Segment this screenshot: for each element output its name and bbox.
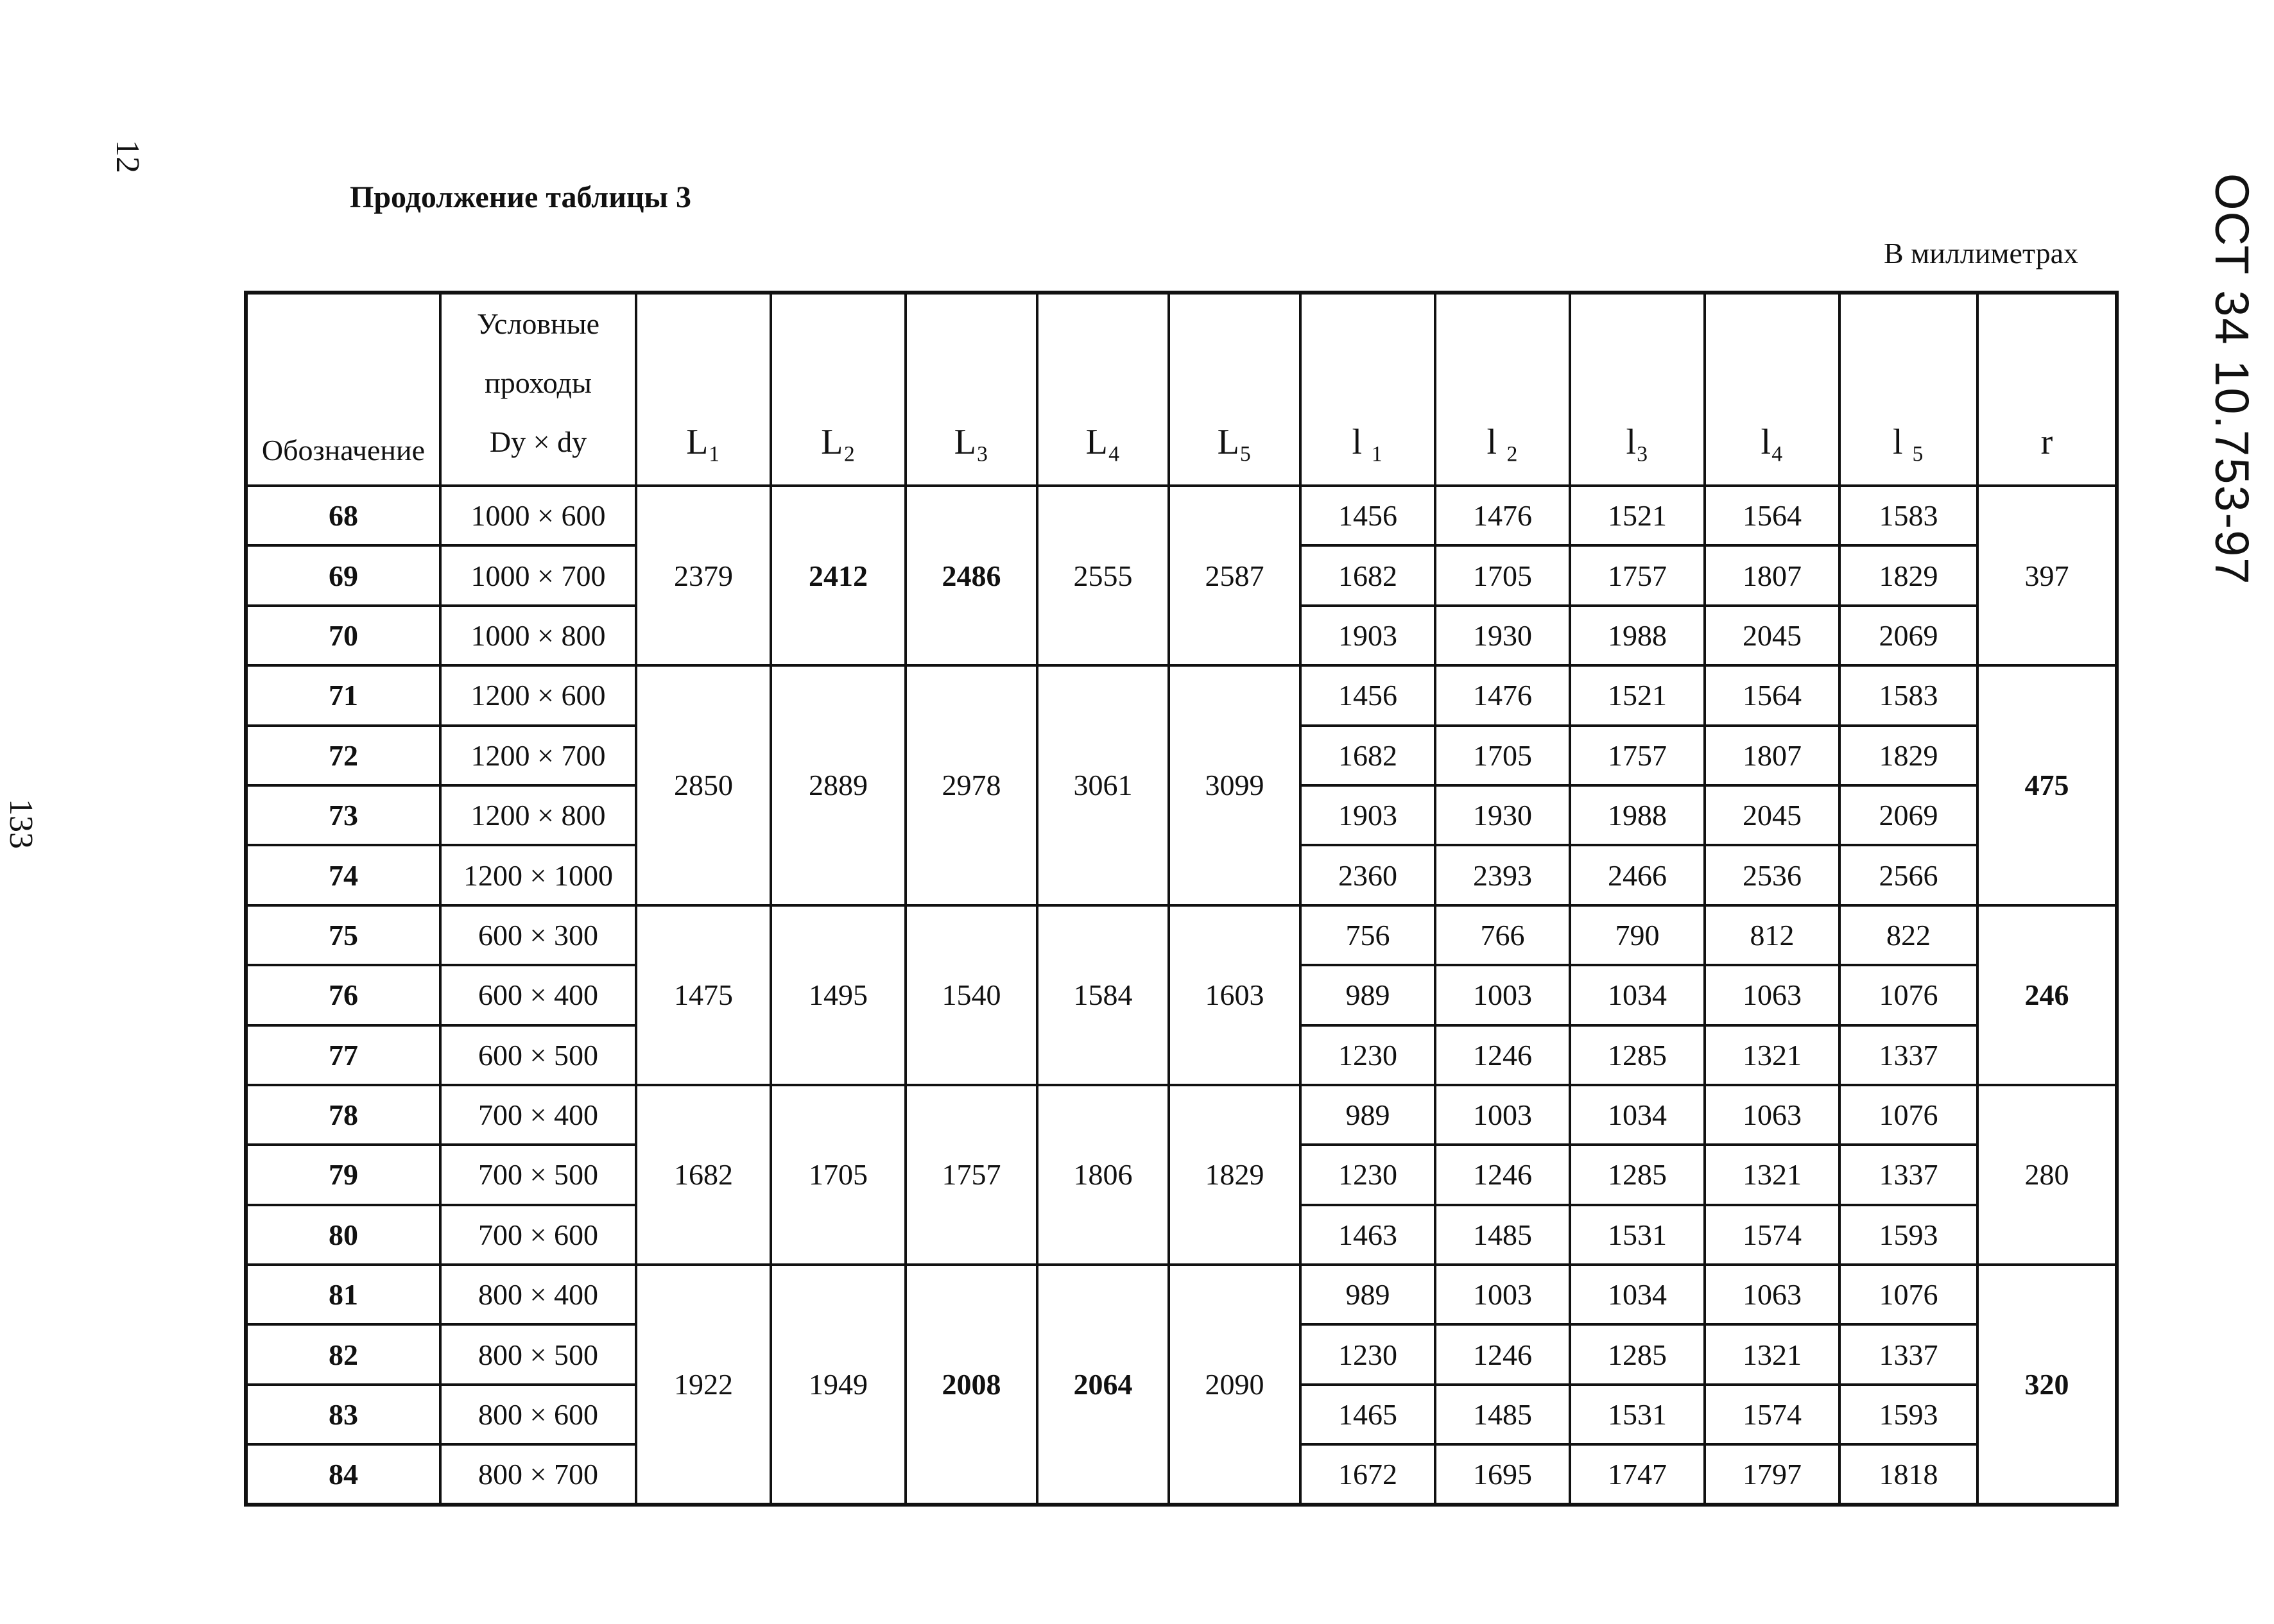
cell-L3: 2486: [906, 486, 1037, 665]
cell-l2: 1246: [1435, 1324, 1570, 1384]
header-r: r: [1977, 293, 2117, 486]
table-caption: Продолжение таблицы 3: [350, 180, 692, 214]
header-l1: l ₁: [1300, 293, 1435, 486]
cell-designation: 80: [246, 1205, 440, 1265]
cell-nominal-bores: 1200 × 1000: [440, 845, 636, 905]
cell-L1: 1922: [636, 1265, 771, 1505]
cell-l1: 1672: [1300, 1444, 1435, 1504]
cell-l2: 1930: [1435, 606, 1570, 665]
cell-r: 475: [1977, 665, 2117, 905]
cell-l3: 1757: [1570, 726, 1705, 785]
cell-l1: 1903: [1300, 606, 1435, 665]
cell-L5: 2587: [1169, 486, 1300, 665]
cell-l4: 1574: [1705, 1205, 1839, 1265]
cell-L3: 2008: [906, 1265, 1037, 1505]
cell-nominal-bores: 1200 × 700: [440, 726, 636, 785]
cell-l5: 2069: [1839, 606, 1977, 665]
cell-L5: 2090: [1169, 1265, 1300, 1505]
cell-l2: 1485: [1435, 1385, 1570, 1444]
cell-l4: 812: [1705, 905, 1839, 965]
cell-l5: 822: [1839, 905, 1977, 965]
cell-l4: 1564: [1705, 665, 1839, 725]
cell-L4: 1806: [1037, 1085, 1169, 1265]
cell-l5: 1337: [1839, 1145, 1977, 1204]
cell-designation: 69: [246, 545, 440, 605]
cell-l5: 1829: [1839, 726, 1977, 785]
cell-l2: 1003: [1435, 1265, 1570, 1324]
cell-L2: 1495: [771, 905, 906, 1085]
cell-nominal-bores: 1000 × 700: [440, 545, 636, 605]
cell-l3: 1285: [1570, 1145, 1705, 1204]
cell-L3: 2978: [906, 665, 1037, 905]
cell-l2: 1246: [1435, 1145, 1570, 1204]
cell-l2: 1003: [1435, 965, 1570, 1025]
header-L4: L₄: [1037, 293, 1169, 486]
table-row: [246, 665, 2117, 725]
cell-l2: 1705: [1435, 545, 1570, 605]
cell-L5: 1603: [1169, 905, 1300, 1085]
cell-l1: 1456: [1300, 486, 1435, 545]
cell-l2: 1476: [1435, 486, 1570, 545]
cell-l4: 2536: [1705, 845, 1839, 905]
header-nominal-bores-line2: проходы: [485, 366, 592, 399]
table-row: [246, 905, 2117, 965]
cell-l1: 1230: [1300, 1324, 1435, 1384]
cell-l5: 2566: [1839, 845, 1977, 905]
cell-l5: 1076: [1839, 1085, 1977, 1145]
cell-designation: 78: [246, 1085, 440, 1145]
cell-designation: 71: [246, 665, 440, 725]
cell-designation: 73: [246, 785, 440, 845]
cell-designation: 74: [246, 845, 440, 905]
header-nominal-bores-line1: Условные: [476, 307, 600, 340]
cell-r: 246: [1977, 905, 2117, 1085]
cell-l5: 1593: [1839, 1385, 1977, 1444]
cell-nominal-bores: 1200 × 800: [440, 785, 636, 845]
cell-L2: 2412: [771, 486, 906, 665]
page-number-top: 12: [109, 140, 146, 173]
cell-L4: 2064: [1037, 1265, 1169, 1505]
cell-l4: 1321: [1705, 1324, 1839, 1384]
cell-l2: 1705: [1435, 726, 1570, 785]
cell-l5: 1583: [1839, 486, 1977, 545]
cell-l3: 1531: [1570, 1205, 1705, 1265]
cell-l1: 1903: [1300, 785, 1435, 845]
cell-l4: 1807: [1705, 726, 1839, 785]
cell-l5: 1337: [1839, 1324, 1977, 1384]
cell-l3: 790: [1570, 905, 1705, 965]
cell-l3: 1034: [1570, 1265, 1705, 1324]
cell-l3: 1285: [1570, 1025, 1705, 1085]
cell-L5: 1829: [1169, 1085, 1300, 1265]
cell-l2: 2393: [1435, 845, 1570, 905]
cell-L1: 1475: [636, 905, 771, 1085]
page-number-side: 133: [3, 799, 39, 849]
cell-nominal-bores: 600 × 400: [440, 965, 636, 1025]
header-row: [246, 293, 2117, 486]
cell-l5: 1583: [1839, 665, 1977, 725]
cell-l1: 989: [1300, 1265, 1435, 1324]
cell-l3: 1531: [1570, 1385, 1705, 1444]
cell-l5: 1818: [1839, 1444, 1977, 1504]
cell-l1: 1456: [1300, 665, 1435, 725]
cell-L1: 2850: [636, 665, 771, 905]
cell-l1: 1682: [1300, 545, 1435, 605]
cell-l1: 989: [1300, 1085, 1435, 1145]
header-l2: l ₂: [1435, 293, 1570, 486]
cell-nominal-bores: 700 × 500: [440, 1145, 636, 1204]
cell-nominal-bores: 800 × 500: [440, 1324, 636, 1384]
document-code: ОСТ 34 10.753-97: [2205, 173, 2259, 586]
cell-L3: 1757: [906, 1085, 1037, 1265]
cell-l5: 1076: [1839, 1265, 1977, 1324]
cell-L2: 1705: [771, 1085, 906, 1265]
cell-L4: 2555: [1037, 486, 1169, 665]
cell-designation: 79: [246, 1145, 440, 1204]
header-designation: Обозначение: [246, 293, 440, 486]
table-row: [246, 1265, 2117, 1324]
cell-designation: 83: [246, 1385, 440, 1444]
cell-designation: 70: [246, 606, 440, 665]
cell-l1: 2360: [1300, 845, 1435, 905]
header-L3: L₃: [906, 293, 1037, 486]
cell-l1: 1682: [1300, 726, 1435, 785]
cell-l2: 1246: [1435, 1025, 1570, 1085]
cell-l1: 1463: [1300, 1205, 1435, 1265]
cell-l1: 989: [1300, 965, 1435, 1025]
cell-r: 320: [1977, 1265, 2117, 1505]
cell-l4: 1321: [1705, 1025, 1839, 1085]
cell-nominal-bores: 1000 × 800: [440, 606, 636, 665]
cell-l1: 756: [1300, 905, 1435, 965]
header-L5: L₅: [1169, 293, 1300, 486]
cell-l5: 2069: [1839, 785, 1977, 845]
cell-l3: 1988: [1570, 606, 1705, 665]
cell-l1: 1230: [1300, 1145, 1435, 1204]
cell-l3: 1757: [1570, 545, 1705, 605]
cell-nominal-bores: 700 × 400: [440, 1085, 636, 1145]
cell-l2: 1930: [1435, 785, 1570, 845]
cell-l4: 2045: [1705, 785, 1839, 845]
cell-nominal-bores: 600 × 500: [440, 1025, 636, 1085]
cell-l4: 1063: [1705, 965, 1839, 1025]
cell-l4: 1063: [1705, 1265, 1839, 1324]
cell-r: 397: [1977, 486, 2117, 665]
cell-l3: 1521: [1570, 665, 1705, 725]
header-nominal-bores: [440, 293, 636, 486]
cell-l5: 1593: [1839, 1205, 1977, 1265]
cell-designation: 77: [246, 1025, 440, 1085]
cell-l5: 1076: [1839, 965, 1977, 1025]
cell-L2: 2889: [771, 665, 906, 905]
cell-r: 280: [1977, 1085, 2117, 1265]
cell-L5: 3099: [1169, 665, 1300, 905]
cell-nominal-bores: 800 × 700: [440, 1444, 636, 1504]
cell-l2: 1695: [1435, 1444, 1570, 1504]
cell-designation: 84: [246, 1444, 440, 1504]
cell-L1: 2379: [636, 486, 771, 665]
cell-L4: 3061: [1037, 665, 1169, 905]
cell-l4: 1321: [1705, 1145, 1839, 1204]
cell-nominal-bores: 700 × 600: [440, 1205, 636, 1265]
cell-designation: 72: [246, 726, 440, 785]
cell-l2: 1485: [1435, 1205, 1570, 1265]
cell-nominal-bores: 600 × 300: [440, 905, 636, 965]
cell-l4: 1574: [1705, 1385, 1839, 1444]
dimensions-table: [244, 291, 2119, 1507]
cell-nominal-bores: 1200 × 600: [440, 665, 636, 725]
cell-l3: 1988: [1570, 785, 1705, 845]
cell-l3: 2466: [1570, 845, 1705, 905]
cell-designation: 81: [246, 1265, 440, 1324]
table-row: [246, 486, 2117, 545]
cell-l1: 1465: [1300, 1385, 1435, 1444]
cell-L3: 1540: [906, 905, 1037, 1085]
header-nominal-bores-line3: Dу × dу: [489, 425, 587, 458]
cell-L1: 1682: [636, 1085, 771, 1265]
cell-l1: 1230: [1300, 1025, 1435, 1085]
cell-l2: 1476: [1435, 665, 1570, 725]
table-body: [246, 486, 2117, 1505]
cell-designation: 82: [246, 1324, 440, 1384]
cell-l3: 1285: [1570, 1324, 1705, 1384]
cell-l2: 766: [1435, 905, 1570, 965]
cell-designation: 68: [246, 486, 440, 545]
header-l4: l₄: [1705, 293, 1839, 486]
cell-nominal-bores: 1000 × 600: [440, 486, 636, 545]
header-l5: l ₅: [1839, 293, 1977, 486]
cell-L4: 1584: [1037, 905, 1169, 1085]
cell-l3: 1521: [1570, 486, 1705, 545]
cell-l4: 1807: [1705, 545, 1839, 605]
cell-l5: 1829: [1839, 545, 1977, 605]
cell-designation: 75: [246, 905, 440, 965]
cell-l3: 1034: [1570, 1085, 1705, 1145]
cell-l4: 1063: [1705, 1085, 1839, 1145]
cell-nominal-bores: 800 × 400: [440, 1265, 636, 1324]
cell-l4: 2045: [1705, 606, 1839, 665]
cell-l4: 1797: [1705, 1444, 1839, 1504]
cell-nominal-bores: 800 × 600: [440, 1385, 636, 1444]
units-note: В миллиметрах: [1884, 237, 2079, 269]
table-row: [246, 1085, 2117, 1145]
cell-designation: 76: [246, 965, 440, 1025]
cell-l5: 1337: [1839, 1025, 1977, 1085]
cell-l3: 1034: [1570, 965, 1705, 1025]
cell-l3: 1747: [1570, 1444, 1705, 1504]
header-L2: L₂: [771, 293, 906, 486]
header-l3: l₃: [1570, 293, 1705, 486]
cell-L2: 1949: [771, 1265, 906, 1505]
header-L1: L₁: [636, 293, 771, 486]
cell-l2: 1003: [1435, 1085, 1570, 1145]
cell-l4: 1564: [1705, 486, 1839, 545]
